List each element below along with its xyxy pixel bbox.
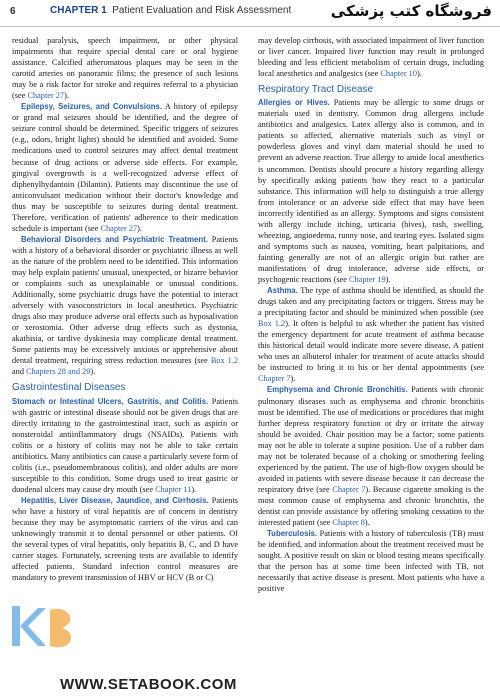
chapter-label: CHAPTER 1 xyxy=(50,5,107,16)
box-link[interactable]: Box 1.2 xyxy=(210,356,238,366)
subheading-stomach: Stomach or Intestinal Ulcers, Gastritis, and Colitis. xyxy=(12,396,209,406)
subheading-behavioral: Behavioral Disorders and Psychiatric Treatment. xyxy=(21,234,208,244)
chapter-link[interactable]: Chapter 19 xyxy=(349,274,386,284)
paragraph-hepatitis: Hepatitis, Liver Disease, Jaundice, and Cirrhosis. Patients who have a history of viral hepatitis are of concern in dentistry because they may be asymptomatic carriers of the virus and can unknowingly transmit it to dental personnel or other patients. Of the several types of viral hepatitis, only hepatitis B, C, and D have carrier stages. Fortunately, screening tests are available to identify affected patients. Standard infection control measures are mandatory to prevent transmission of HBV or HCV (B or C) xyxy=(12,495,238,583)
paragraph-behavioral: Behavioral Disorders and Psychiatric Treatment. Patients with a history of a behavioral disorder or psychiatric illness as well as the nature of the problem need to be identified. This information may help explain patients' unusual, unexpected, or bizarre behavior or complaints such as unexplainable or unusual conditions. Additionally, some psychiatric drugs have the potential to interact adversely with vasoconstrictors in local anesthetics. Psychiatric drugs also may produce adverse oral effects such as hyposalivation or xerostomia. Other adverse drug effects such as dystonia, akathisia, or tardive dyskinesia may complicate dental treatment. Some patients may be excessively anxious or apprehensive about dental treatment, requiring stress reduction measures (see Box 1.2 and Chapters 28 and 29). xyxy=(12,234,238,377)
left-column xyxy=(12,35,238,583)
chapter-name: Patient Evaluation and Risk Assessment xyxy=(112,5,292,16)
subheading-epilepsy: Epilepsy, Seizures, and Convulsions. xyxy=(21,102,162,112)
chapter-link[interactable]: Chapter 11 xyxy=(155,484,192,494)
subheading-allergies: Allergies or Hives. xyxy=(258,98,330,108)
chapter-link[interactable]: Chapter 7 xyxy=(258,374,291,384)
chapter-link[interactable]: Chapter 27 xyxy=(27,91,65,101)
subheading-tuberculosis: Tuberculosis. xyxy=(267,529,318,539)
subheading-hepatitis: Hepatitis, Liver Disease, Jaundice, and Cirrhosis. xyxy=(21,495,209,505)
section-heading-respiratory: Respiratory Tract Disease xyxy=(258,84,374,96)
paragraph: may develop cirrhosis, with associated impairment of liver function or liver cancer. Impaired liver function may result in prolonged bleeding and less efficient metabolism of certain drugs, including local anesthetics and analgesics (see Chapter 10). xyxy=(258,36,484,79)
paragraph-stomach: Stomach or Intestinal Ulcers, Gastritis, and Colitis. Patients with gastric or intestinal disease should not be given drugs that are directly irritating to the gastrointestinal tract, such as aspirin or nonsteroidal antiinflammatory drugs (NSAIDs). Patients with colitis or a history of colitis may not be able to take certain antibiotics. Many antibiotics can cause a particularly severe form of colitis (i.e., pseudomembranous colitis), and older adults are more susceptible to this condition. Some drugs used to treat gastric or duodenal ulcers may cause dry mouth (see Chapter 11). xyxy=(12,396,238,494)
chapter-link[interactable]: Chapter 27 xyxy=(100,223,138,233)
page-number: 6 xyxy=(10,6,16,17)
paragraph: residual paralysis, speech impairment, or other physical impairments that require special dental care or oral hygiene assistance. Calcified atheromatous plaques may be seen in the carotid arteries on panoramic films; the presence of such lesions may be a risk factor for stroke and requires referral to a physician (see Chapter 27). xyxy=(12,36,238,101)
paragraph-emphysema: Emphysema and Chronic Bronchitis. Patients with chronic pulmonary diseases such as emphysema and chronic bronchitis must be identified. The use of medications or procedures that might further depress respiratory function or dry or irritate the airway should be avoided. Chair position may be a factor; some patients may not be able to tolerate a supine position. Use of a rubber dam may not be tolerated because of a choking or smothering feeling experienced by the patient. The use of high-flow oxygen should be avoided in patients with severe disease because it can decrease the respiratory drive (see Chapter 7). Because cigarette smoking is the most common cause of emphysema and chronic bronchitis, the dentist can provide assistance by offering smoking cessation to the interested patient (see Chapter 8). xyxy=(258,385,484,528)
box-link[interactable]: Box 1.2 xyxy=(258,319,286,329)
paragraph-tuberculosis: Tuberculosis. Patients with a history of tuberculosis (TB) must be identified, and information about the treatment received must be sought. A positive result on skin or blood testing means specifically that the person has at some time been infected with TB, not necessarily that active disease is present. Most patients who have a positive xyxy=(258,529,484,594)
right-column xyxy=(258,35,484,594)
paragraph-epilepsy: Epilepsy, Seizures, and Convulsions. A history of epilepsy or grand mal seizures should be identified, and the degree of seizure control should be determined. Specific triggers of seizures (e.g., odors, bright lights) should be identified and avoided. Some medications used to control seizures may affect dental treatment because of drug actions or adverse side effects. For example, gingival overgrowth is a well-recognized adverse effect of diphenylhydantoin (Dilantin). Patients may discontinue the use of anticonvulsant medication without their doctor's knowledge and thus may be susceptible to seizures during dental treatment. Therefore, verification of patients' adherence to their medication schedule is important (see Chapter 27). xyxy=(12,102,239,233)
running-header xyxy=(0,0,500,27)
logo-stroke xyxy=(50,609,71,647)
subheading-emphysema: Emphysema and Chronic Bronchitis. xyxy=(267,385,408,395)
chapter-link[interactable]: Chapter 10 xyxy=(380,69,417,79)
watermark-top: فروشگاه کتب پزشکی xyxy=(330,2,492,20)
chapter-link[interactable]: Chapters 28 and 29 xyxy=(26,367,91,377)
subheading-asthma: Asthma. xyxy=(267,286,298,296)
logo-stroke xyxy=(12,606,20,646)
chapter-title xyxy=(50,5,291,16)
logo-stroke xyxy=(20,608,46,646)
paragraph-asthma: Asthma. The type of asthma should be identified, as should the drugs taken and any precipitating factors or triggers. Stress may be a precipitating factor and should be minimized when possible (see Box 1.2). It often is helpful to ask whether the patient has visited the emergency department for acute treatment of asthma because this historical detail would indicate more severe disease. A patient who uses an albuterol inhaler for treatment of acute attacks should be instructed to bring it to his or her dental appointments (see Chapter 7). xyxy=(258,286,485,384)
watermark-site: WWW.SETABOOK.COM xyxy=(60,676,237,693)
section-heading-gastrointestinal: Gastrointestinal Diseases xyxy=(12,382,126,394)
chapter-link[interactable]: Chapter 8 xyxy=(332,518,365,528)
paragraph-allergies: Allergies or Hives. Patients may be allergic to some drugs or materials used in dentistry. Common drug allergens include antibiotics and analgesics. Latex allergy also is common, and in patients so affected, alternative materials such as vinyl or powderless gloves and vinyl dam material should be used to prevent an adverse reaction. True allergy to amide local anesthetics is uncommon. Dentists should procure a history regarding allergy by specifically asking patients how they react to a particular substance. This information will help to distinguish a true allergy from intolerance or an adverse side effect that may have been incorrectly identified as an allergy. Symptoms and signs consistent with allergy include itching, urticaria (hives), rash, swelling, wheezing, angioedema, runny nose, and tearing eyes. Isolated signs and symptoms such as nausea, vomiting, heart palpitations, and fainting generally are not of an allergic origin but rather are manifestations of drug intolerance, adverse side effects, or psychogenic reactions (see Chapter 19). xyxy=(258,98,484,284)
watermark-logo-icon xyxy=(8,600,88,660)
chapter-link[interactable]: Chapter 7 xyxy=(332,484,366,494)
